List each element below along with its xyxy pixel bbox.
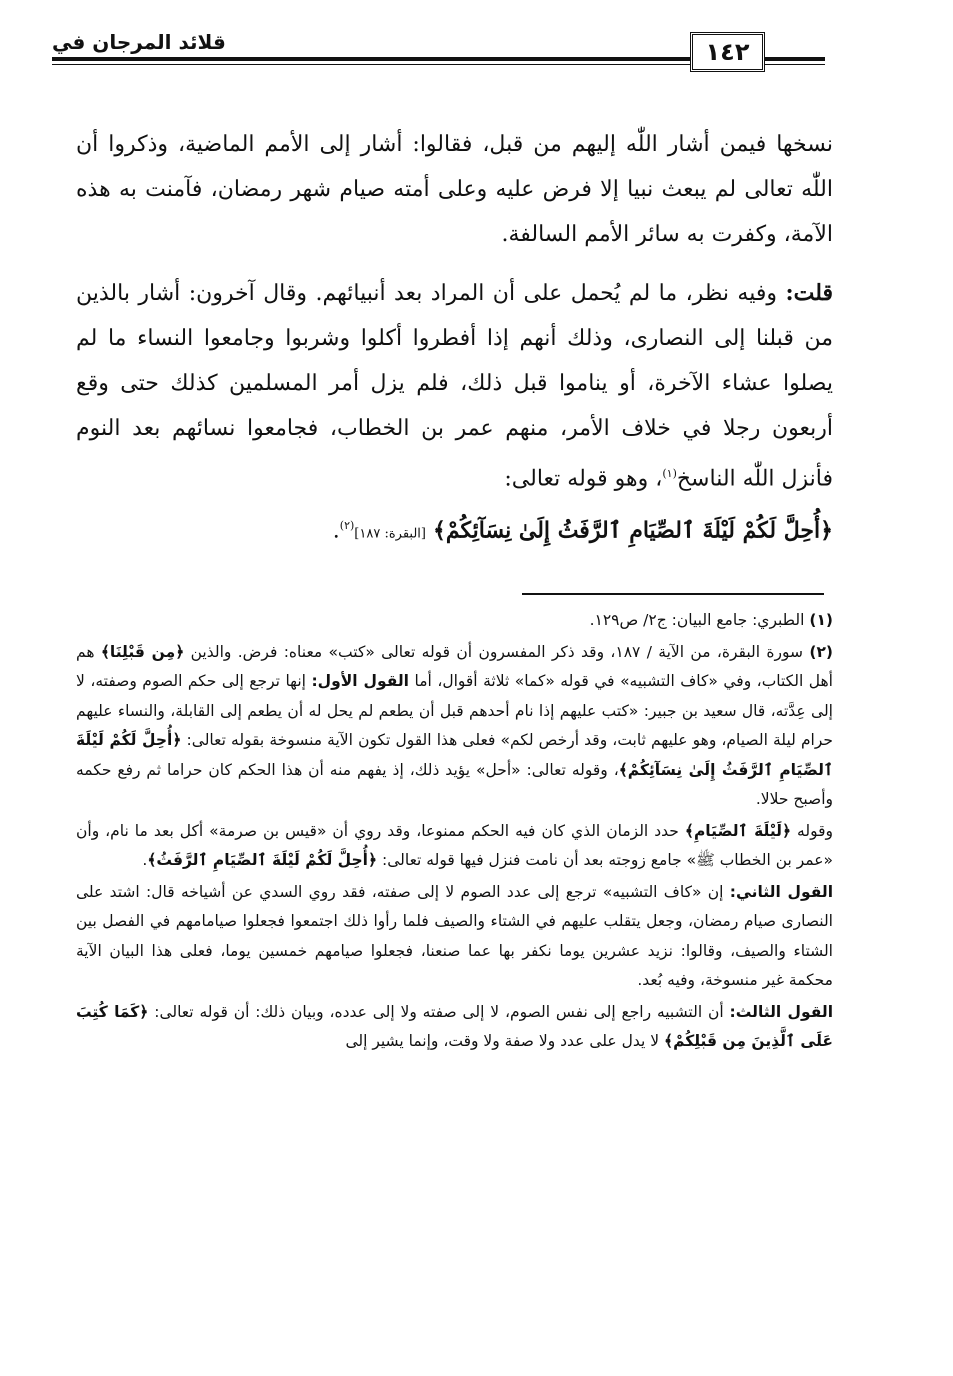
footnote-2-ayah-2: ﴿أُحِلَّ لَكُمْ لَيْلَةَ ٱلصِّيَامِ ٱلرَّفَثُ إِلَىٰ نِسَآئِكُمْ﴾ xyxy=(76,731,833,779)
footnote-1 xyxy=(76,606,833,636)
footnote-3-text-b: حدد الزمان الذي كان فيه الحكم ممنوعا، وقد روي أن «قيس بن صرمة» أكل بعد ما نام، وأن «عمر بن الخطاب ﷺ» جامع زوجته بعد أن نامت فنزل فيها قوله تعالى: xyxy=(76,821,833,869)
footnote-ref-1: (١) xyxy=(662,467,677,480)
header-rule xyxy=(52,57,690,61)
header-rule-right-thin xyxy=(765,64,825,65)
footnote-1-mark: (١) xyxy=(809,611,833,629)
verse-end: . xyxy=(332,518,340,544)
third-opinion-text-b: لا يدل على عدد ولا صفة ولا وقت، وإنما يشير إلى xyxy=(345,1032,664,1050)
footnote-ref-2: (٢) xyxy=(339,519,355,533)
footnote-3-ayah-1: ﴿لَيْلَةَ ٱلصِّيَامِ﴾ xyxy=(684,821,792,840)
footnotes xyxy=(76,606,833,1057)
footnote-3-text-c: . xyxy=(142,851,148,869)
verse-reference: [البقرة: ١٨٧] xyxy=(354,526,426,542)
third-opinion-label: القول الثالث: xyxy=(729,1002,834,1021)
footnote-3-ayah-2: ﴿أُحِلَّ لَكُمْ لَيْلَةَ ٱلصِّيَامِ ٱلرَّفَثُ﴾ xyxy=(147,851,378,869)
footnote-2-text-c: إنها ترجع إلى حكم الصوم وصفته، لا إلى عِدَّته، قال سعيد بن جبير: «كتب عليهم إذا نام أحدهم قبل أن يطعم لم يحل له أن يطعم إلى القابلة، والنساء عليهم حرام ليلة الصيام، وهو عليهم ثابت، وقد أرخص لكم» فعلى هذا القول تكون الآية منسوخة بقوله تعالى: xyxy=(76,672,833,749)
header-rule-right xyxy=(765,57,825,61)
header-rule-thin xyxy=(52,64,690,65)
third-opinion-text-a: أن التشبيه راجع إلى نفس الصوم، لا إلى صفته ولا إلى عدده، وبيان ذلك: أن قوله تعالى: xyxy=(148,1002,730,1021)
paragraph-1: نسخها فيمن أشار اللّٰه إليهم من قبل، فقالوا: أشار إلى الأمم الماضية، وذكروا أن اللّٰه تعالى لم يبعث نبيا إلا فرض عليه وعلى أمته صيام شهر رمضان، فآمنت به هذه الآمة، وكفرت به سائر الأمم السالفة. xyxy=(76,132,833,247)
second-opinion-text: إن «كاف التشبيه» ترجع إلى عدد الصوم لا إلى صفته، فقد روي السدي عن أشياخه قال: اشتد على النصارى صيام رمضان، وجعل يتقلب عليهم في الشتاء والصيف فلما رأوا ذلك اجتمعوا فجعلوا صيامامهم في الفصل بين الشتاء والصيف، وقالوا: نزيد عشرين يوما نكفر بها عما صنعنا، فجعلوا صيامهم خمسين يوما، فعلى هذا البيان الآية محكمة غير منسوخة، وفيه بُعد. xyxy=(76,882,833,989)
first-opinion-label: القول الأول: xyxy=(311,672,409,690)
book-title: قلائد المرجان في xyxy=(52,30,226,54)
footnote-2-text-b: هم أهل الكتاب، وفي «كاف التشبيه» في قوله «كما» ثلاثة أقوال، أما xyxy=(76,642,833,690)
footnote-2-text-d: ، وقوله تعالى: «أحل» يؤيد ذلك، إذ يفهم منه أن هذا الحكم كان حراما ثم رفع حكمه وأصبح حلالا. xyxy=(76,760,833,808)
paragraph-lead: قلت: xyxy=(785,280,833,306)
footnote-2-text-a: سورة البقرة، من الآية / ١٨٧، وقد ذكر المفسرون أن قوله تعالى «كتب» معناه: فرض. والذين xyxy=(184,642,810,661)
footnote-2-continued xyxy=(76,817,833,876)
footnote-2-ayah-1: ﴿مِن قَبْلِنَا﴾ xyxy=(100,642,185,661)
page-number: ١٤٢ xyxy=(690,32,765,72)
paragraph-2 xyxy=(76,271,833,501)
quran-verse: ﴿أُحِلَّ لَكُمْ لَيْلَةَ ٱلصِّيَامِ ٱلرَّفَثُ إِلَىٰ نِسَآئِكُمْ﴾ xyxy=(432,517,833,544)
quran-verse-line xyxy=(76,503,833,556)
footnote-2 xyxy=(76,638,833,815)
paragraph-2-text: وفيه نظر، ما لم يُحمل على أن المراد بعد أنبيائهم. وقال آخرون: أشار بالذين من قبلنا إلى النصارى، وذلك أنهم إذا أفطروا أكلوا وشربوا وجامعوا النساء ما لم يصلوا عشاء الآخرة، أو يناموا قبل ذلك، فلم يزل أمر المسلمين كذلك حتى وقع أربعون رجلا في خلاف الأمر، منهم عمر بن الخطاب، فجامعوا نسائهم بعد النوم فأنزل اللّٰه الناسخ xyxy=(76,281,833,492)
footnote-3-text-a: وقوله xyxy=(791,821,833,840)
paragraph-2-end: ، وهو قوله تعالى: xyxy=(504,466,663,492)
footnote-separator xyxy=(522,593,824,595)
footnote-1-text: الطبري: جامع البيان: ج٢/ ص١٢٩. xyxy=(589,611,810,629)
third-opinion-ayah: ﴿كَمَا كُتِبَ عَلَى ٱلَّذِينَ مِن قَبْلِكُمْ﴾ xyxy=(76,1002,833,1050)
footnote-2-mark: (٢) xyxy=(809,642,833,661)
second-opinion xyxy=(76,878,833,996)
third-opinion xyxy=(76,998,833,1057)
second-opinion-label: القول الثاني: xyxy=(729,882,834,901)
main-text xyxy=(76,122,833,557)
